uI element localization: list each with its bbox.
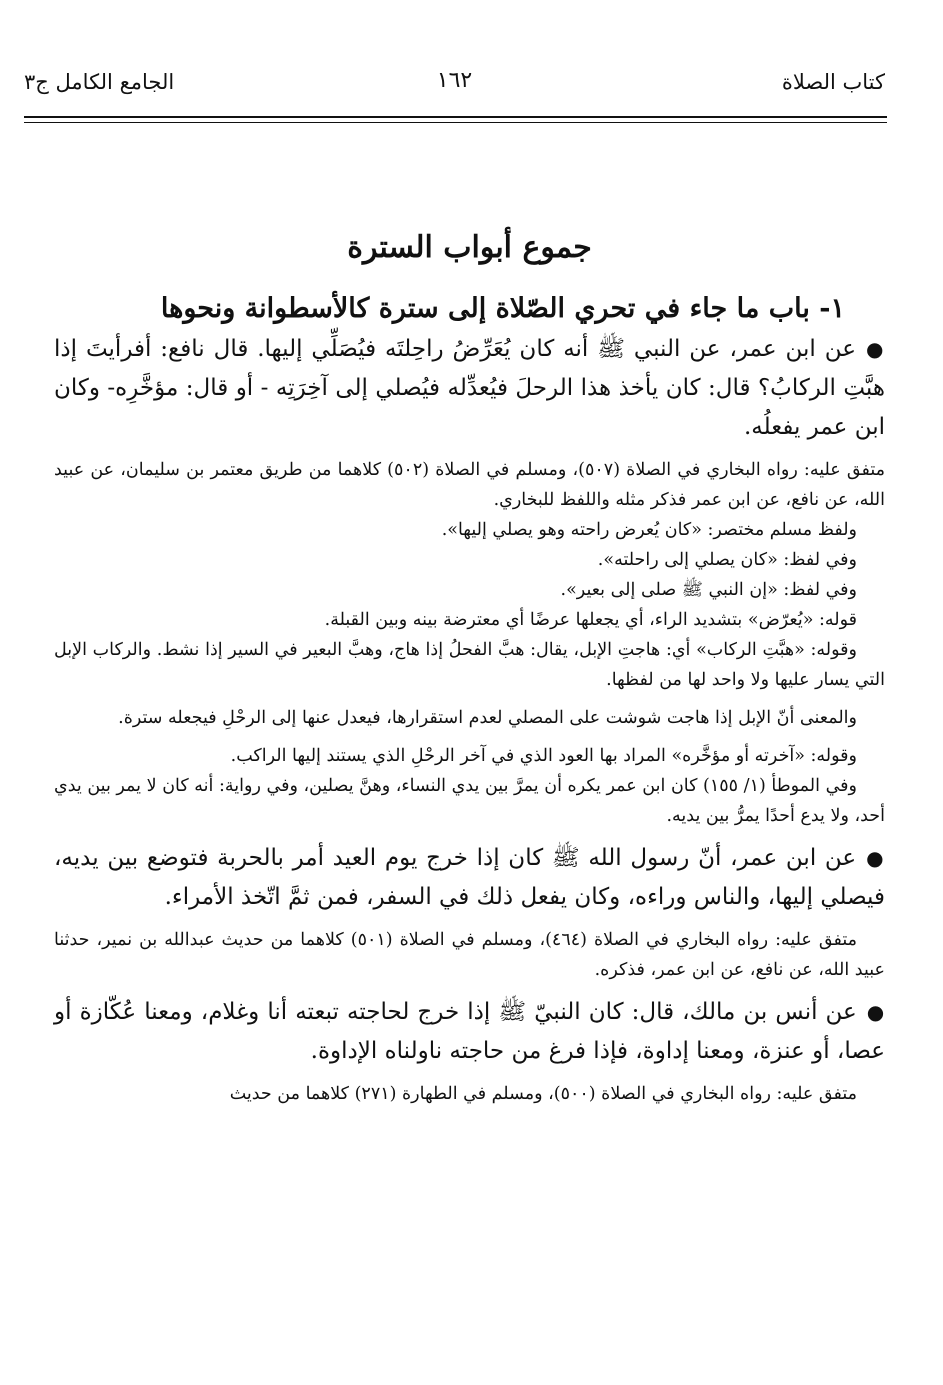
commentary-note: وقوله: «هبَّتِ الركاب» أي: هاجتِ الإبل، يقال: هبَّ الفحلُ إذا هاج، وهبَّ البعير في السير إذا نشط. والركاب الإبل التي يسار عليها ولا واحد لها من لفظها. [54, 640, 885, 690]
bullet-icon: ● [866, 846, 886, 870]
chapter-title: ١- باب ما جاء في تحري الصّلاة إلى سترة كالأسطوانة ونحوها [160, 293, 845, 324]
page-number: ١٦٢ [436, 68, 473, 93]
commentary-note: وفي لفظ: «كان يصلي إلى راحلته». [597, 550, 857, 570]
commentary-note: ولفظ مسلم مختصر: «كان يُعرض راحته وهو يصلي إليها». [441, 520, 857, 540]
commentary-note: والمعنى أنّ الإبل إذا هاجت شوشت على المصلي لعدم استقرارها، فيعدل عنها إلى الرحْلِ فيجعله سترة. [118, 708, 857, 728]
hadith-text: عن ابن عمر، عن النبي ﷺ أنه كان يُعَرِّضُ راحِلتَه فيُصَلِّي إليها. قال نافع: أفرأيتَ إذا هبَّتِ الركابُ؟ قال: كان يأخذ هذا الرحلَ فيُعدِّله فيُصلي إلى آخِرَتِه - أو قال: مؤخَّرِه- وكان ابن عمر يفعلُه. [54, 336, 885, 440]
commentary-note: وقوله: «آخرته أو مؤخَّره» المراد بها العود الذي في آخر الرحْلِ الذي يستند إليها الراكب. [230, 746, 857, 766]
header-rule-thin [24, 122, 887, 123]
hadith-paragraph [54, 330, 885, 447]
bullet-icon: ● [866, 1000, 886, 1024]
header-book-section: كتاب الصلاة [781, 70, 885, 94]
hadith-paragraph [54, 993, 885, 1071]
hadith-paragraph [54, 839, 885, 917]
commentary-note: وفي الموطأ (١/ ١٥٥) كان ابن عمر يكره أن يمرَّ بين يدي النساء، وهنَّ يصلين، وفي رواية: أنه كان لا يمر بين يدي أحد، ولا يدع أحدًا يمرُّ بين يديه. [54, 776, 885, 826]
bullet-icon: ● [865, 337, 885, 361]
header-rule-thick [24, 116, 887, 118]
hadith-text: عن ابن عمر، أنّ رسول الله ﷺ كان إذا خرج يوم العيد أمر بالحربة فتوضع بين يديه، فيصلي إليها، والناس وراءه، وكان يفعل ذلك في السفر، فمن ثمَّ اتّخذ الأمراء. [54, 845, 885, 910]
section-title: جموع أبواب السترة [347, 230, 592, 265]
commentary-note: وفي لفظ: «إن النبي ﷺ صلى إلى بعير». [560, 580, 857, 600]
takhrij-note: متفق عليه: رواه البخاري في الصلاة (٥٠٧)، ومسلم في الصلاة (٥٠٢) كلاهما من طريق معتمر بن سليمان، عن عبيد الله، عن نافع، عن ابن عمر فذكر مثله واللفظ للبخاري. [54, 460, 885, 510]
header-volume-title: الجامع الكامل ج٣ [24, 70, 175, 94]
takhrij-note: متفق عليه: رواه البخاري في الصلاة (٤٦٤)، ومسلم في الصلاة (٥٠١) كلاهما من حديث عبدالله بن نمير، حدثنا عبيد الله، عن نافع، عن ابن عمر، فذكره. [54, 930, 885, 980]
takhrij-note: متفق عليه: رواه البخاري في الصلاة (٥٠٠)، ومسلم في الطهارة (٢٧١) كلاهما من حديث [229, 1084, 857, 1104]
running-header [24, 62, 885, 102]
page-body [54, 230, 885, 1109]
commentary-note: قوله: «يُعرّض» بتشديد الراء، أي يجعلها عرضًا أي معترضة بينه وبين القبلة. [324, 610, 857, 630]
hadith-text: عن أنس بن مالك، قال: كان النبيّ ﷺ إذا خرج لحاجته تبعته أنا وغلام، ومعنا عُكّازة أو عصا، أو عنزة، ومعنا إداوة، فإذا فرغ من حاجته ناولناه الإداوة. [54, 999, 885, 1064]
